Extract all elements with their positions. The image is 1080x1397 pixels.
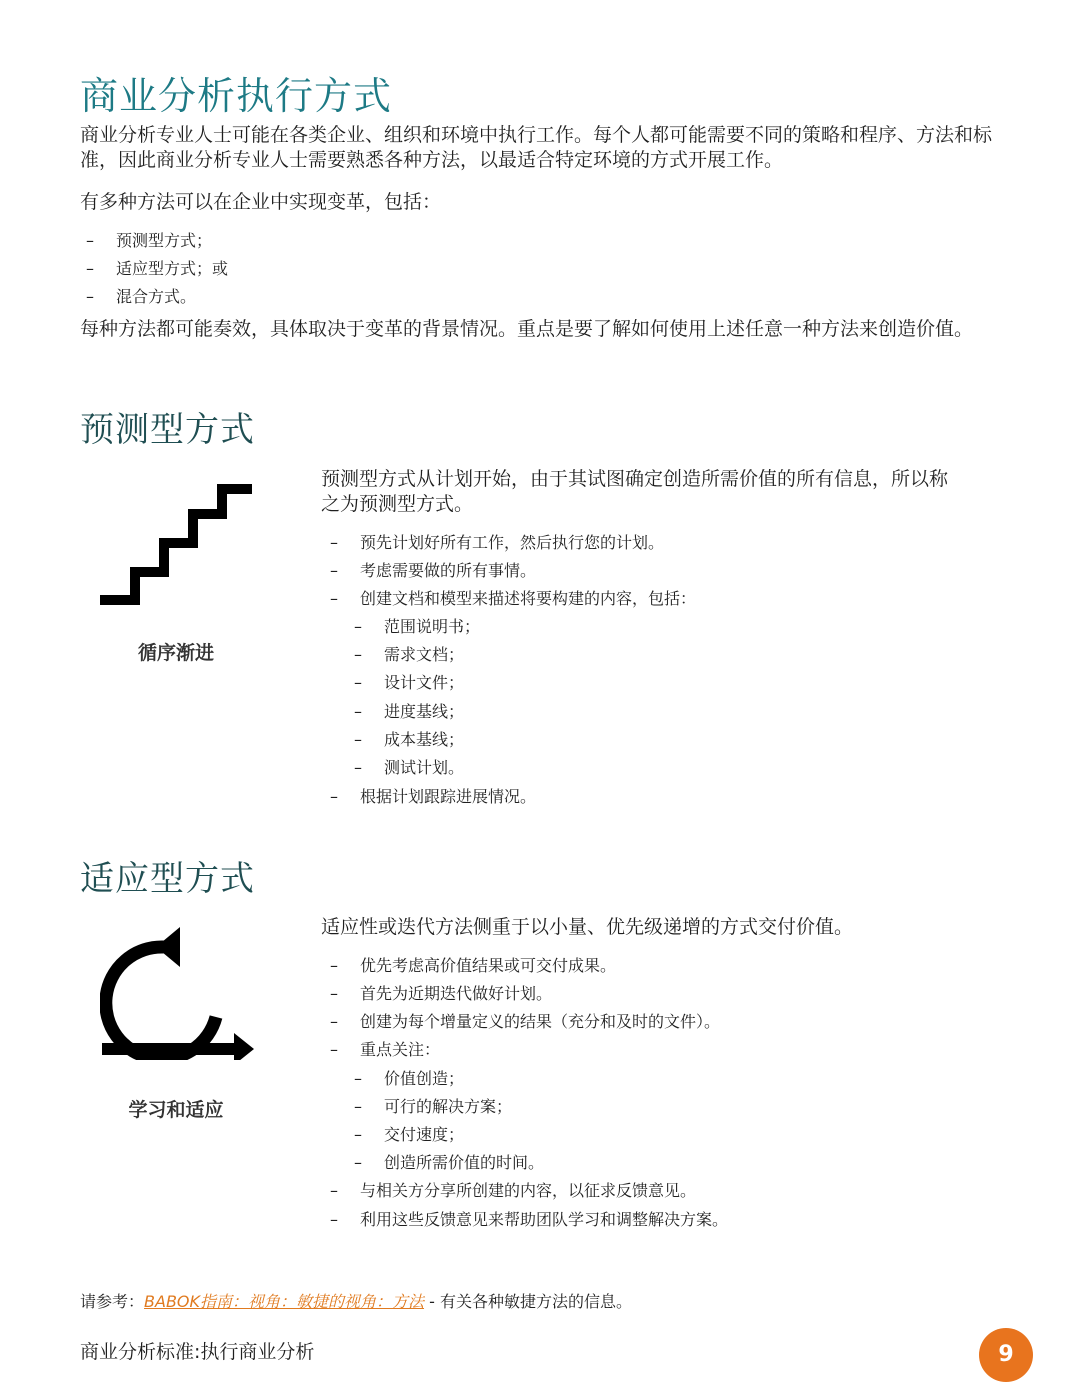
predictive-heading: 预测型方式 xyxy=(80,410,255,450)
list-item: – 与相关方分享所创建的内容，以征求反馈意见。 xyxy=(330,1181,697,1200)
ways-lead: 有多种方法可以在企业中实现变革，包括： xyxy=(80,191,442,213)
adaptive-heading: 适应型方式 xyxy=(80,859,255,899)
sub-list-item: – 范围说明书； xyxy=(354,617,481,636)
staircase-icon xyxy=(100,484,254,606)
list-item: – 创建为每个增量定义的结果（充分和及时的文件）。 xyxy=(330,1012,721,1031)
sub-list-item: – 创造所需价值的时间。 xyxy=(354,1153,545,1172)
list-item: – 考虑需要做的所有事情。 xyxy=(330,561,537,580)
sub-list-item: – 需求文档； xyxy=(354,645,465,664)
closing-paragraph: 每种方法都可能奏效，具体取决于变革的背景情况。重点是要了解如何使用上述任意一种方法来创造价值。 xyxy=(80,318,974,340)
sub-list-item: – 进度基线； xyxy=(354,702,465,721)
sub-list-item: – 测试计划。 xyxy=(354,758,465,777)
sub-list-item: – 价值创造； xyxy=(354,1069,465,1088)
babok-reference-link[interactable]: BABOK指南：视角：敏捷的视角：方法 xyxy=(144,1292,425,1311)
list-item: – 适应型方式；或 xyxy=(86,259,229,278)
sub-list-item: – 交付速度； xyxy=(354,1125,465,1144)
page-number-badge: 9 xyxy=(979,1328,1033,1382)
list-item: – 首先为近期迭代做好计划。 xyxy=(330,984,553,1003)
footer-text: 商业分析标准:执行商业分析 xyxy=(80,1341,315,1363)
cycle-arrow-icon xyxy=(100,925,256,1060)
sub-list-item: – 可行的解决方案； xyxy=(354,1097,513,1116)
sub-list-item: – 设计文件； xyxy=(354,673,465,692)
adaptive-intro: 适应性或迭代方法侧重于以小量、优先级递增的方式交付价值。 xyxy=(321,916,854,938)
intro-paragraph: 商业分析专业人士可能在各类企业、组织和环境中执行工作。每个人都可能需要不同的策略和程序、方法和标准，因此商业分析专业人士需要熟悉各种方法，以最适合特定环境的方式开展工作。 xyxy=(80,124,993,171)
sub-list-item: – 成本基线； xyxy=(354,730,465,749)
list-item: – 根据计划跟踪进展情况。 xyxy=(330,787,537,806)
reference-suffix: - 有关各种敏捷方法的信息。 xyxy=(424,1292,632,1311)
predictive-caption: 循序渐进 xyxy=(137,642,214,664)
list-item: – 创建文档和模型来描述将要构建的内容，包括： xyxy=(330,589,697,608)
list-item: – 优先考虑高价值结果或可交付成果。 xyxy=(330,956,617,975)
list-item: – 混合方式。 xyxy=(86,287,197,306)
predictive-intro: 预测型方式从计划开始，由于其试图确定创造所需价值的所有信息，所以称之为预测型方式。 xyxy=(321,468,949,515)
reference-prefix: 请参考： xyxy=(80,1292,145,1311)
reference-note xyxy=(80,1292,632,1312)
list-item: – 预测型方式； xyxy=(86,231,213,250)
adaptive-caption: 学习和适应 xyxy=(128,1099,224,1121)
list-item: – 预先计划好所有工作，然后执行您的计划。 xyxy=(330,533,665,552)
list-item: – 利用这些反馈意见来帮助团队学习和调整解决方案。 xyxy=(330,1210,729,1229)
list-item: – 重点关注： xyxy=(330,1040,441,1059)
page-title: 商业分析执行方式 xyxy=(80,74,393,118)
